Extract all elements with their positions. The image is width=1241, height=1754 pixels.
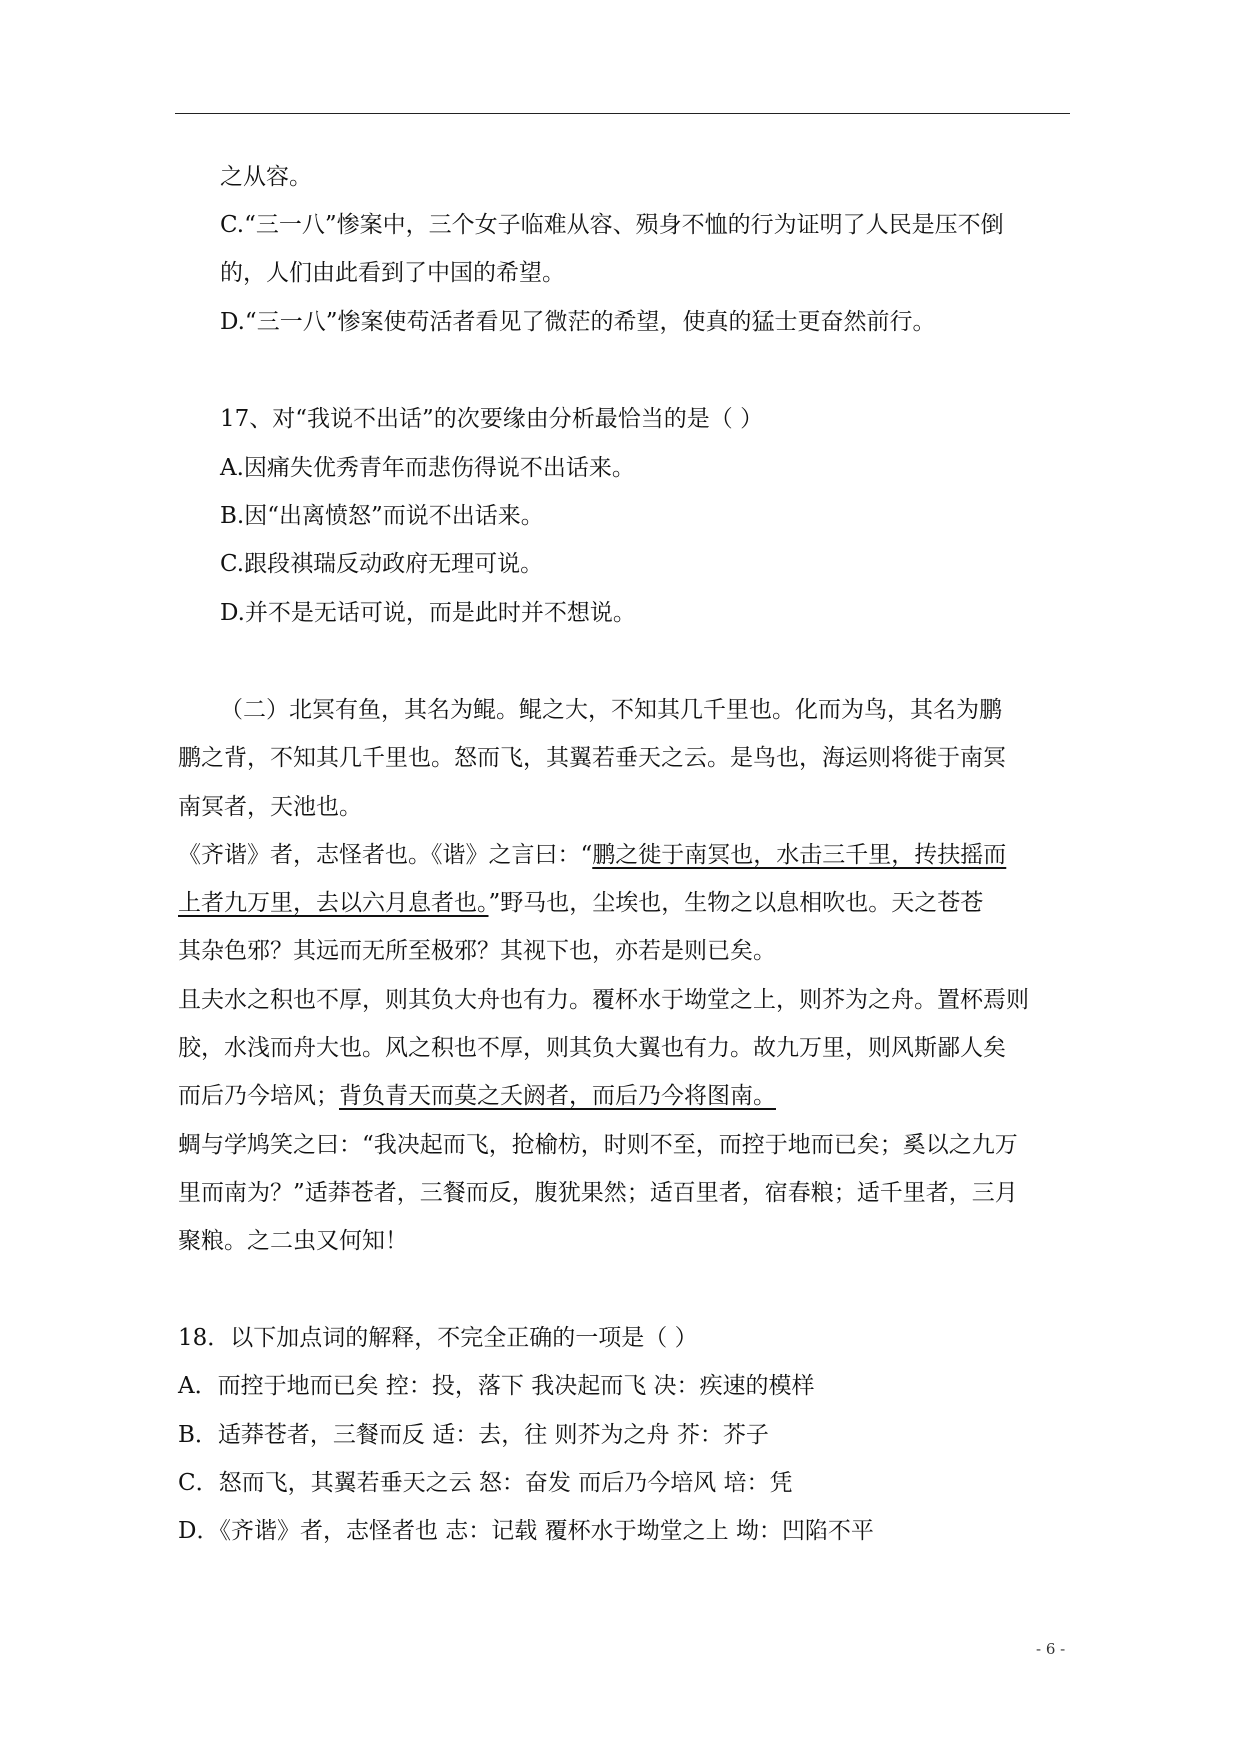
passage-line-7: 且夫水之积也不厚，则其负大舟也有力。覆杯水于坳堂之上，则芥为之舟。置杯焉则: [178, 987, 1029, 1013]
passage-line-5: [178, 888, 983, 918]
passage-line-1: （二）北冥有鱼，其名为鲲。鲲之大，不知其几千里也。化而为鸟，其名为鹏: [220, 697, 1002, 723]
page-number: - 6 -: [1036, 1640, 1066, 1658]
q17-option-d: D.并不是无话可说，而是此时并不想说。: [220, 600, 636, 626]
q18-option-c: C．怒而飞，其翼若垂天之云 怒：奋发 而后乃今培风 培：凭: [178, 1470, 793, 1496]
passage-line-4: [178, 840, 1006, 870]
q17-stem: 17、对“我说不出话”的次要缘由分析最恰当的是（ ）: [220, 406, 764, 432]
q16-option-c-line2: 的，人们由此看到了中国的希望。: [220, 260, 565, 286]
passage-line-10: 蜩与学鸠笑之曰：“我决起而飞，抢榆枋，时则不至，而控于地而已矣；奚以之九万: [178, 1132, 1018, 1158]
q17-option-c: C.跟段祺瑞反动政府无理可说。: [220, 551, 544, 577]
q16-option-d: D.“三一八”惨案使苟活者看见了微茫的希望，使真的猛士更奋然前行。: [220, 309, 936, 335]
q18-option-d: D．《齐谐》者，志怪者也 志：记载 覆杯水于坳堂之上 坳：凹陷不平: [178, 1518, 874, 1544]
passage-line-6: 其杂色邪？其远而无所至极邪？其视下也，亦若是则已矣。: [178, 938, 776, 964]
q18-option-b: B．适莽苍者，三餐而反 适：去，往 则芥为之舟 芥：芥子: [178, 1422, 769, 1448]
passage-line-5-text: ”野马也，尘埃也，生物之以息相吹也。天之苍苍: [488, 890, 984, 916]
q18-option-a: A．而控于地而已矣 控：投，落下 我决起而飞 决：疾速的模样: [178, 1373, 815, 1399]
underlined-sentence-1b: 上者九万里，去以六月息者也。: [178, 890, 489, 916]
q16-option-c-line1: C.“三一八”惨案中，三个女子临难从容、殒身不恤的行为证明了人民是压不倒: [220, 212, 1004, 238]
header-rule: [175, 113, 1070, 114]
underlined-sentence-2: 背负青天而莫之夭阏者，而后乃今将图南。: [339, 1083, 776, 1109]
passage-line-9-text: 而后乃今培风；: [178, 1083, 339, 1109]
passage-line-2: 鹏之背，不知其几千里也。怒而飞，其翼若垂天之云。是鸟也，海运则将徙于南冥: [178, 745, 1006, 771]
passage-line-9: [178, 1081, 776, 1111]
q17-option-b: B.因“出离愤怒”而说不出话来。: [220, 503, 544, 529]
passage-line-8: 胶，水浅而舟大也。风之积也不厚，则其负大翼也有力。故九万里，则风斯鄙人矣: [178, 1035, 1006, 1061]
passage-line-4-text: 《齐谐》者，志怪者也。《谐》之言曰：“: [178, 842, 593, 868]
q17-option-a: A.因痛失优秀青年而悲伤得说不出话来。: [220, 455, 635, 481]
passage-line-12: 聚粮。之二虫又何知！: [178, 1228, 408, 1254]
passage-line-11: 里而南为？”适莽苍者，三餐而反，腹犹果然；适百里者，宿春粮；适千里者，三月: [178, 1180, 1018, 1206]
q18-stem: 18．以下加点词的解释，不完全正确的一项是（ ）: [178, 1325, 698, 1351]
passage-line-3: 南冥者，天池也。: [178, 794, 362, 820]
q16-prev-cont: 之从容。: [220, 164, 312, 190]
underlined-sentence-1a: 鹏之徙于南冥也，水击三千里，抟扶摇而: [592, 842, 1007, 868]
